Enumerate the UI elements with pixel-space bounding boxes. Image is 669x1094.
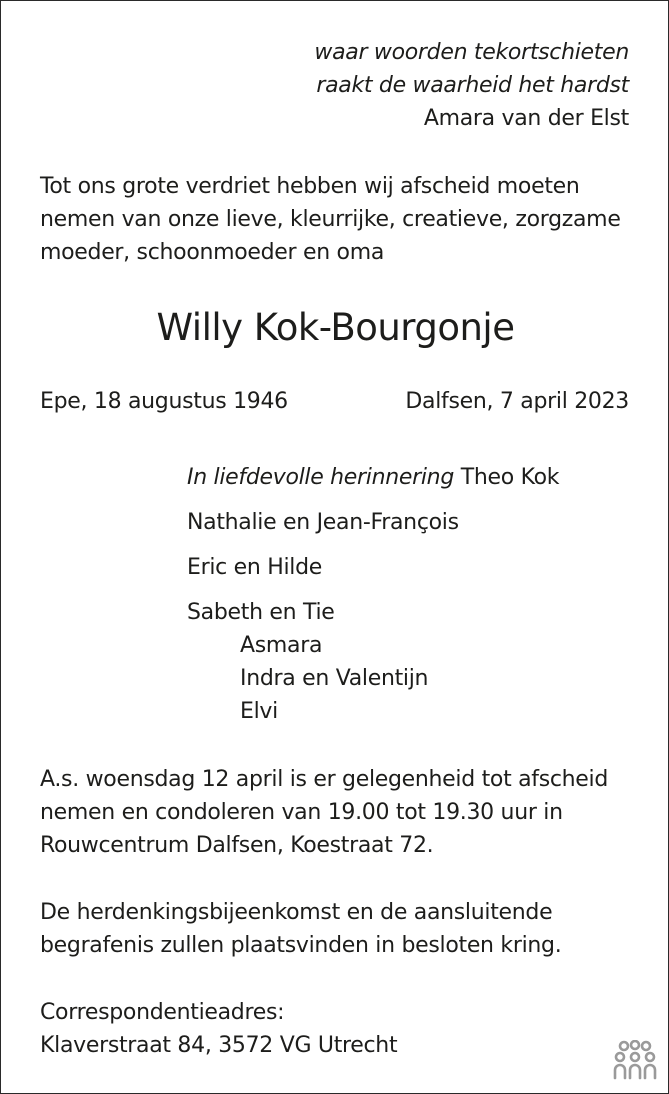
death-info: Dalfsen, 7 april 2023 — [405, 389, 629, 414]
farewell-line-3: Rouwcentrum Dalfsen, Koestraat 72. — [40, 833, 434, 858]
birth-info: Epe, 18 augustus 1946 — [40, 389, 288, 414]
grandchild-2: Indra en Valentijn — [240, 666, 429, 691]
funeral-line-1: De herdenkingsbijeenkomst en de aansluitende — [40, 900, 553, 925]
deceased-name: Willy Kok-Bourgonje — [156, 306, 515, 349]
memory-line — [187, 467, 559, 489]
correspondence-label: Correspondentieadres: — [40, 1000, 285, 1025]
funeral-line-2: begrafenis zullen plaatsvinden in besloten kring. — [40, 933, 562, 958]
intro-line-3: moeder, schoonmoeder en oma — [40, 240, 385, 265]
quote-line-1: waar woorden tekortschieten — [314, 40, 629, 65]
intro-line-1: Tot ons grote verdriet hebben wij afscheid moeten — [40, 174, 580, 199]
grandchild-1: Asmara — [240, 633, 323, 658]
farewell-line-2: nemen en condoleren van 19.00 tot 19.30 uur in — [40, 800, 563, 825]
correspondence-address: Klaverstraat 84, 3572 VG Utrecht — [40, 1033, 398, 1058]
quote-author: Amara van der Elst — [423, 106, 629, 131]
partner-name: Theo Kok — [460, 465, 560, 490]
intro-line-2: nemen van onze lieve, kleurrijke, creatieve, zorgzame — [40, 207, 621, 232]
child-1: Nathalie en Jean-François — [187, 510, 459, 535]
memory-phrase: In liefdevolle herinnering — [187, 465, 454, 490]
people-group-icon — [612, 1040, 658, 1080]
child-3: Sabeth en Tie — [187, 600, 335, 625]
grandchild-3: Elvi — [240, 699, 278, 724]
child-2: Eric en Hilde — [187, 555, 322, 580]
quote-line-2: raakt de waarheid het hardst — [316, 73, 629, 98]
farewell-line-1: A.s. woensdag 12 april is er gelegenheid tot afscheid — [40, 767, 609, 792]
